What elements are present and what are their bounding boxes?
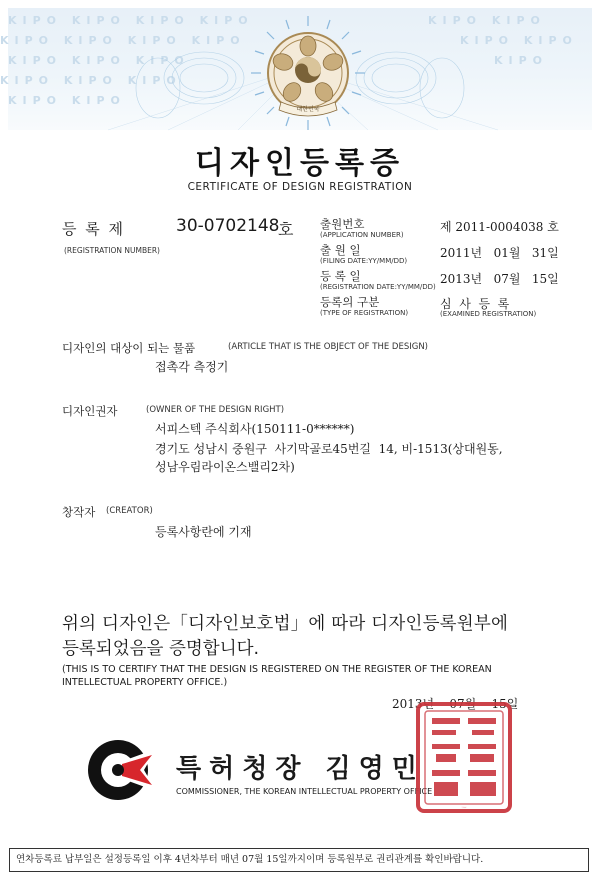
filing-date: 2011년 01월 31일: [440, 246, 559, 260]
application-label: 출원번호: [320, 217, 365, 231]
registration-date-label: 등 록 일: [320, 269, 361, 283]
application-number: 제 2011-0004038 호: [440, 220, 559, 234]
commissioner-title-en: COMMISSIONER, THE KOREAN INTELLECTUAL PROPERTY OFFICE: [176, 787, 433, 796]
filing-date-label-en: (FILING DATE:YY/MM/DD): [320, 257, 408, 265]
registration-date: 2013년 07월 15일: [440, 272, 559, 286]
owner-label: 디자인권자: [62, 404, 118, 418]
registration-type-label: 등록의 구분: [320, 295, 380, 309]
watermark-row: KIPO KIPO KIPO: [0, 74, 182, 87]
watermark-row: KIPO KIPO KIPO: [8, 54, 190, 67]
certification-statement-en-cont: INTELLECTUAL PROPERTY OFFICE.): [62, 677, 228, 688]
watermark-row: KIPO KIPO KIPO KIPO: [0, 34, 246, 47]
seal-stamp-icon: [414, 700, 514, 815]
owner-address-cont: 성남우림라이온스밸리2차): [155, 460, 295, 474]
registration-number: 30-0702148: [176, 216, 280, 236]
kipo-logo-icon: [86, 737, 158, 803]
certification-statement-en: (THIS IS TO CERTIFY THAT THE DESIGN IS REGISTERED ON THE REGISTER OF THE KOREAN: [62, 664, 492, 675]
article-label: 디자인의 대상이 되는 물품: [62, 341, 196, 355]
registration-label-en: (REGISTRATION NUMBER): [64, 246, 160, 255]
watermark-row: KIPO KIPO: [428, 14, 546, 27]
registration-suffix: 호: [278, 220, 294, 239]
article-value: 접촉각 측정기: [155, 360, 229, 374]
national-emblem-icon: [245, 10, 371, 136]
registration-type-label-en: (TYPE OF REGISTRATION): [320, 309, 409, 317]
certification-statement-cont: 등록되었음을 증명합니다.: [62, 639, 260, 659]
registration-label: 등 록 제: [62, 220, 126, 238]
certification-date: 2013년 07월 15일: [392, 697, 519, 711]
creator-label: 창작자: [62, 505, 96, 519]
filing-date-label: 출 원 일: [320, 243, 361, 257]
registration-type-en: (EXAMINED REGISTRATION): [440, 310, 537, 318]
header-band: [0, 8, 592, 130]
application-label-en: (APPLICATION NUMBER): [320, 231, 404, 239]
owner-label-en: (OWNER OF THE DESIGN RIGHT): [146, 405, 285, 415]
watermark-row: KIPO KIPO: [8, 94, 126, 107]
owner-name: 서피스텍 주식회사(150111-0******): [155, 422, 355, 436]
seal-text: 특허청장인: [461, 808, 467, 809]
watermark-row: KIPO KIPO: [460, 34, 578, 47]
emblem-caption: 대한민국: [296, 106, 320, 113]
creator-value: 등록사항란에 기재: [155, 525, 252, 539]
article-label-en: (ARTICLE THAT IS THE OBJECT OF THE DESIGN): [228, 342, 428, 352]
owner-address: 경기도 성남시 중원구 사기막골로45번길 14, 비-1513(상대원동,: [155, 442, 503, 456]
registration-date-label-en: (REGISTRATION DATE:YY/MM/DD): [320, 283, 436, 291]
registration-type: 심 사 등 록: [440, 297, 510, 311]
certificate-subtitle: CERTIFICATE OF DESIGN REGISTRATION: [187, 181, 413, 193]
watermark-row: KIPO KIPO KIPO KIPO: [8, 14, 254, 27]
official-seal: [414, 700, 514, 815]
certificate-title: 디자인등록증: [195, 146, 405, 181]
creator-label-en: (CREATOR): [106, 506, 153, 516]
watermark-row: KIPO: [494, 54, 549, 67]
certification-statement: 위의 디자인은「디자인보호법」에 따라 디자인등록원부에: [62, 614, 509, 634]
commissioner-name: 특허청장 김영민: [176, 754, 425, 784]
footer-notice: 연차등록료 납부일은 설정등록일 이후 4년차부터 매년 07월 15일까지이며 등록원부로 권리관계를 확인바랍니다.: [9, 848, 589, 872]
